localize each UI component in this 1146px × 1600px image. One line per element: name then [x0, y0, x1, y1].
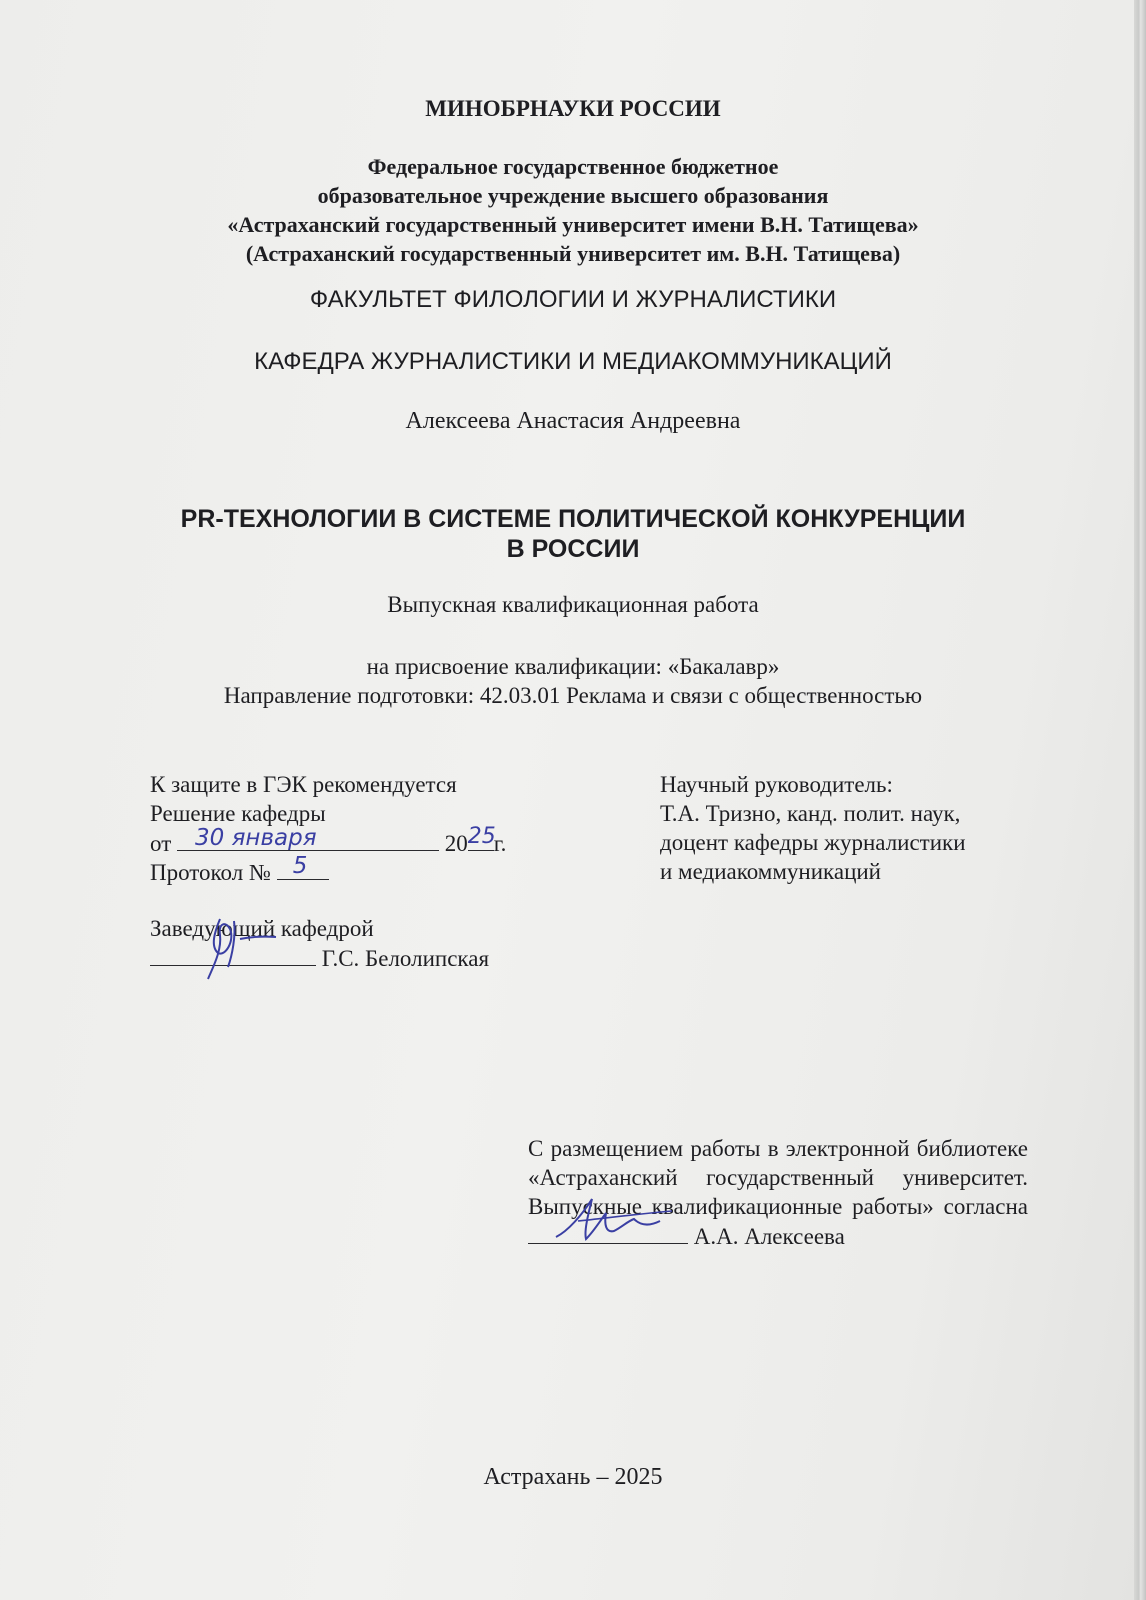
institution-block	[0, 152, 1146, 268]
work-type: Выпускная квалификационная работа	[387, 592, 759, 617]
head-label: Заведующий кафедрой	[150, 916, 374, 941]
department-heading: КАФЕДРА ЖУРНАЛИСТИКИ И МЕДИАКОММУНИКАЦИЙ	[254, 348, 892, 375]
protocol-blank	[277, 853, 329, 880]
thesis-title	[0, 504, 1146, 564]
supervisor-line: Т.А. Тризно, канд. полит. наук,	[660, 801, 961, 826]
year-blank	[467, 824, 496, 851]
year-prefix: 20	[444, 831, 468, 856]
thesis-title-line: PR-ТЕХНОЛОГИИ В СИСТЕМЕ ПОЛИТИЧЕСКОЙ КОНКУРЕНЦИИ	[180, 505, 966, 533]
institution-line: (Астраханский государственный университет им. В.Н. Татищева)	[245, 241, 901, 266]
handwritten-protocol-number: 5	[292, 853, 308, 879]
direction-line: Направление подготовки: 42.03.01 Реклама и связи с общественностью	[223, 683, 923, 708]
year-suffix: г.	[493, 831, 507, 856]
protocol-label: Протокол №	[150, 860, 271, 885]
consent-line: Выпускные квалификационные работы» согласна	[528, 1194, 1028, 1219]
defense-date-line	[150, 824, 507, 857]
date-blank	[177, 825, 439, 851]
head-signature	[190, 901, 280, 981]
consent-line: С размещением работы в электронной библиотеке	[528, 1136, 1028, 1161]
protocol-line	[150, 853, 506, 886]
consent-name: А.А. Алексеева	[693, 1224, 845, 1249]
supervisor-block	[660, 770, 966, 886]
defense-decision: Решение кафедры	[150, 801, 326, 826]
city-year-footer: Астрахань – 2025	[483, 1464, 663, 1490]
faculty-heading: ФАКУЛЬТЕТ ФИЛОЛОГИИ И ЖУРНАЛИСТИКИ	[309, 286, 837, 313]
consent-signature-line	[528, 1221, 1028, 1250]
institution-line: Федеральное государственное бюджетное	[367, 154, 779, 179]
thesis-title-line: В РОССИИ	[506, 535, 640, 563]
consent-signature-blank	[528, 1221, 688, 1244]
head-signature-blank	[150, 943, 316, 966]
handwritten-date: 30 января	[195, 825, 317, 851]
supervisor-line: доцент кафедры журналистики	[660, 830, 966, 855]
author-signature	[548, 1191, 678, 1247]
defense-block	[150, 770, 506, 972]
supervisor-label: Научный руководитель:	[660, 772, 893, 797]
institution-line: образовательное учреждение высшего образования	[317, 183, 829, 208]
consent-line: «Астраханский государственный университет.	[528, 1165, 1028, 1190]
author-name: Алексеева Анастасия Андреевна	[405, 408, 741, 434]
head-name: Г.С. Белолипская	[321, 946, 490, 971]
date-prefix: от	[150, 831, 172, 856]
page-stack-edge	[1134, 0, 1146, 1600]
qualification-line: на присвоение квалификации: «Бакалавр»	[366, 654, 780, 679]
handwritten-year: 25	[467, 824, 496, 849]
institution-line: «Астраханский государственный университет имени В.Н. Татищева»	[227, 212, 919, 237]
qualification-block	[0, 652, 1146, 710]
supervisor-line: и медиакоммуникаций	[660, 859, 881, 884]
consent-block	[528, 1134, 1028, 1250]
ministry-heading: МИНОБРНАУКИ РОССИИ	[425, 96, 721, 121]
defense-recommended: К защите в ГЭК рекомендуется	[150, 772, 457, 797]
head-signature-line	[150, 943, 506, 972]
